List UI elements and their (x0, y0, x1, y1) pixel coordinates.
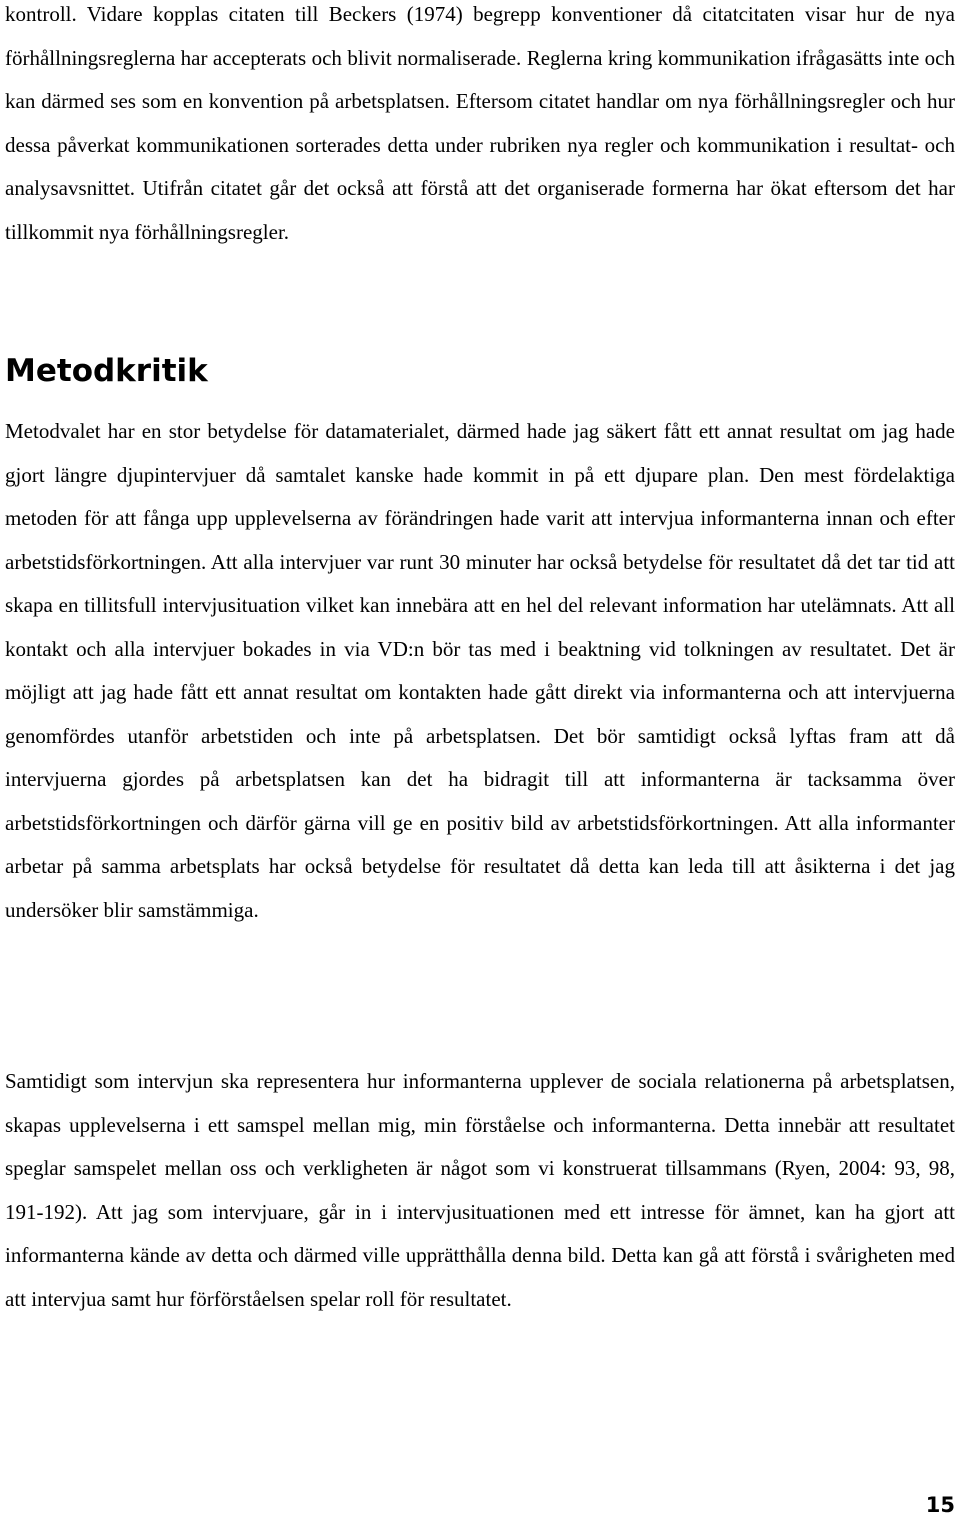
paragraph-metodkritik-1: Metodvalet har en stor betydelse för datamaterialet, därmed hade jag säkert fått ett annat resultat om jag hade gjort längre djupintervjuer då samtalet kanske hade kommit in på ett djupare plan. Den mest fördelaktiga metoden för att fånga upp upplevelserna av förändringen hade varit att intervjua informanterna innan och efter arbetstidsförkortningen. Att alla intervjuer var runt 30 minuter har också betydelse för resultatet då det tar tid att skapa en tillitsfull intervjusituation vilket kan innebära att en hel del relevant information har utelämnats. Att all kontakt och alla intervjuer bokades in via VD:n bör tas med i beaktning vid tolkningen av resultatet. Det är möjligt att jag hade fått ett annat resultat om kontakten hade gått direkt via informanterna och att intervjuerna genomfördes utanför arbetstiden och inte på arbetsplatsen. Det bör samtidigt också lyftas fram att då intervjuerna gjordes på arbetsplatsen kan det ha bidragit till att informanterna är tacksamma över arbetstidsförkortningen och därför gärna vill ge en positiv bild av arbetstidsförkortningen. Att alla informanter arbetar på samma arbetsplats har också betydelse för resultatet då detta kan leda till att åsikterna i det jag undersöker blir samstämmiga. (5, 419, 955, 922)
paragraph-metodkritik-2: Samtidigt som intervjun ska representera hur informanterna upplever de sociala relationerna på arbetsplatsen, skapas upplevelserna i ett samspel mellan mig, min förståelse och informanterna. Detta innebär att resultatet speglar samspelet mellan oss och verkligheten är något som vi konstruerat tillsammans (Ryen, 2004: 93, 98, 191-192). Att jag som intervjuare, går in i intervjusituationen med ett intresse för ämnet, kan ha gjort att informanterna kände av detta och därmed ville upprätthålla denna bild. Detta kan gå att förstå i svårigheten med att intervjua samt hur förförståelsen spelar roll för resultatet. (5, 1069, 955, 1311)
page-number: 15 (925, 1493, 955, 1517)
paragraph-intro: kontroll. Vidare kopplas citaten till Beckers (1974) begrepp konventioner då citatcitaten visar hur de nya förhållningsreglerna har accepterats och blivit normaliserade. Reglerna kring kommunikation ifrågasätts inte och kan därmed ses som en konvention på arbetsplatsen. Eftersom citatet handlar om nya förhållningsregler och hur dessa påverkat kommunikationen sorterades detta under rubriken nya regler och kommunikation i resultat- och analysavsnittet. Utifrån citatet går det också att förstå att det organiserade formerna har ökat eftersom det har tillkommit nya förhållningsregler. (5, 2, 955, 244)
section-heading-metodkritik: Metodkritik (5, 353, 208, 389)
